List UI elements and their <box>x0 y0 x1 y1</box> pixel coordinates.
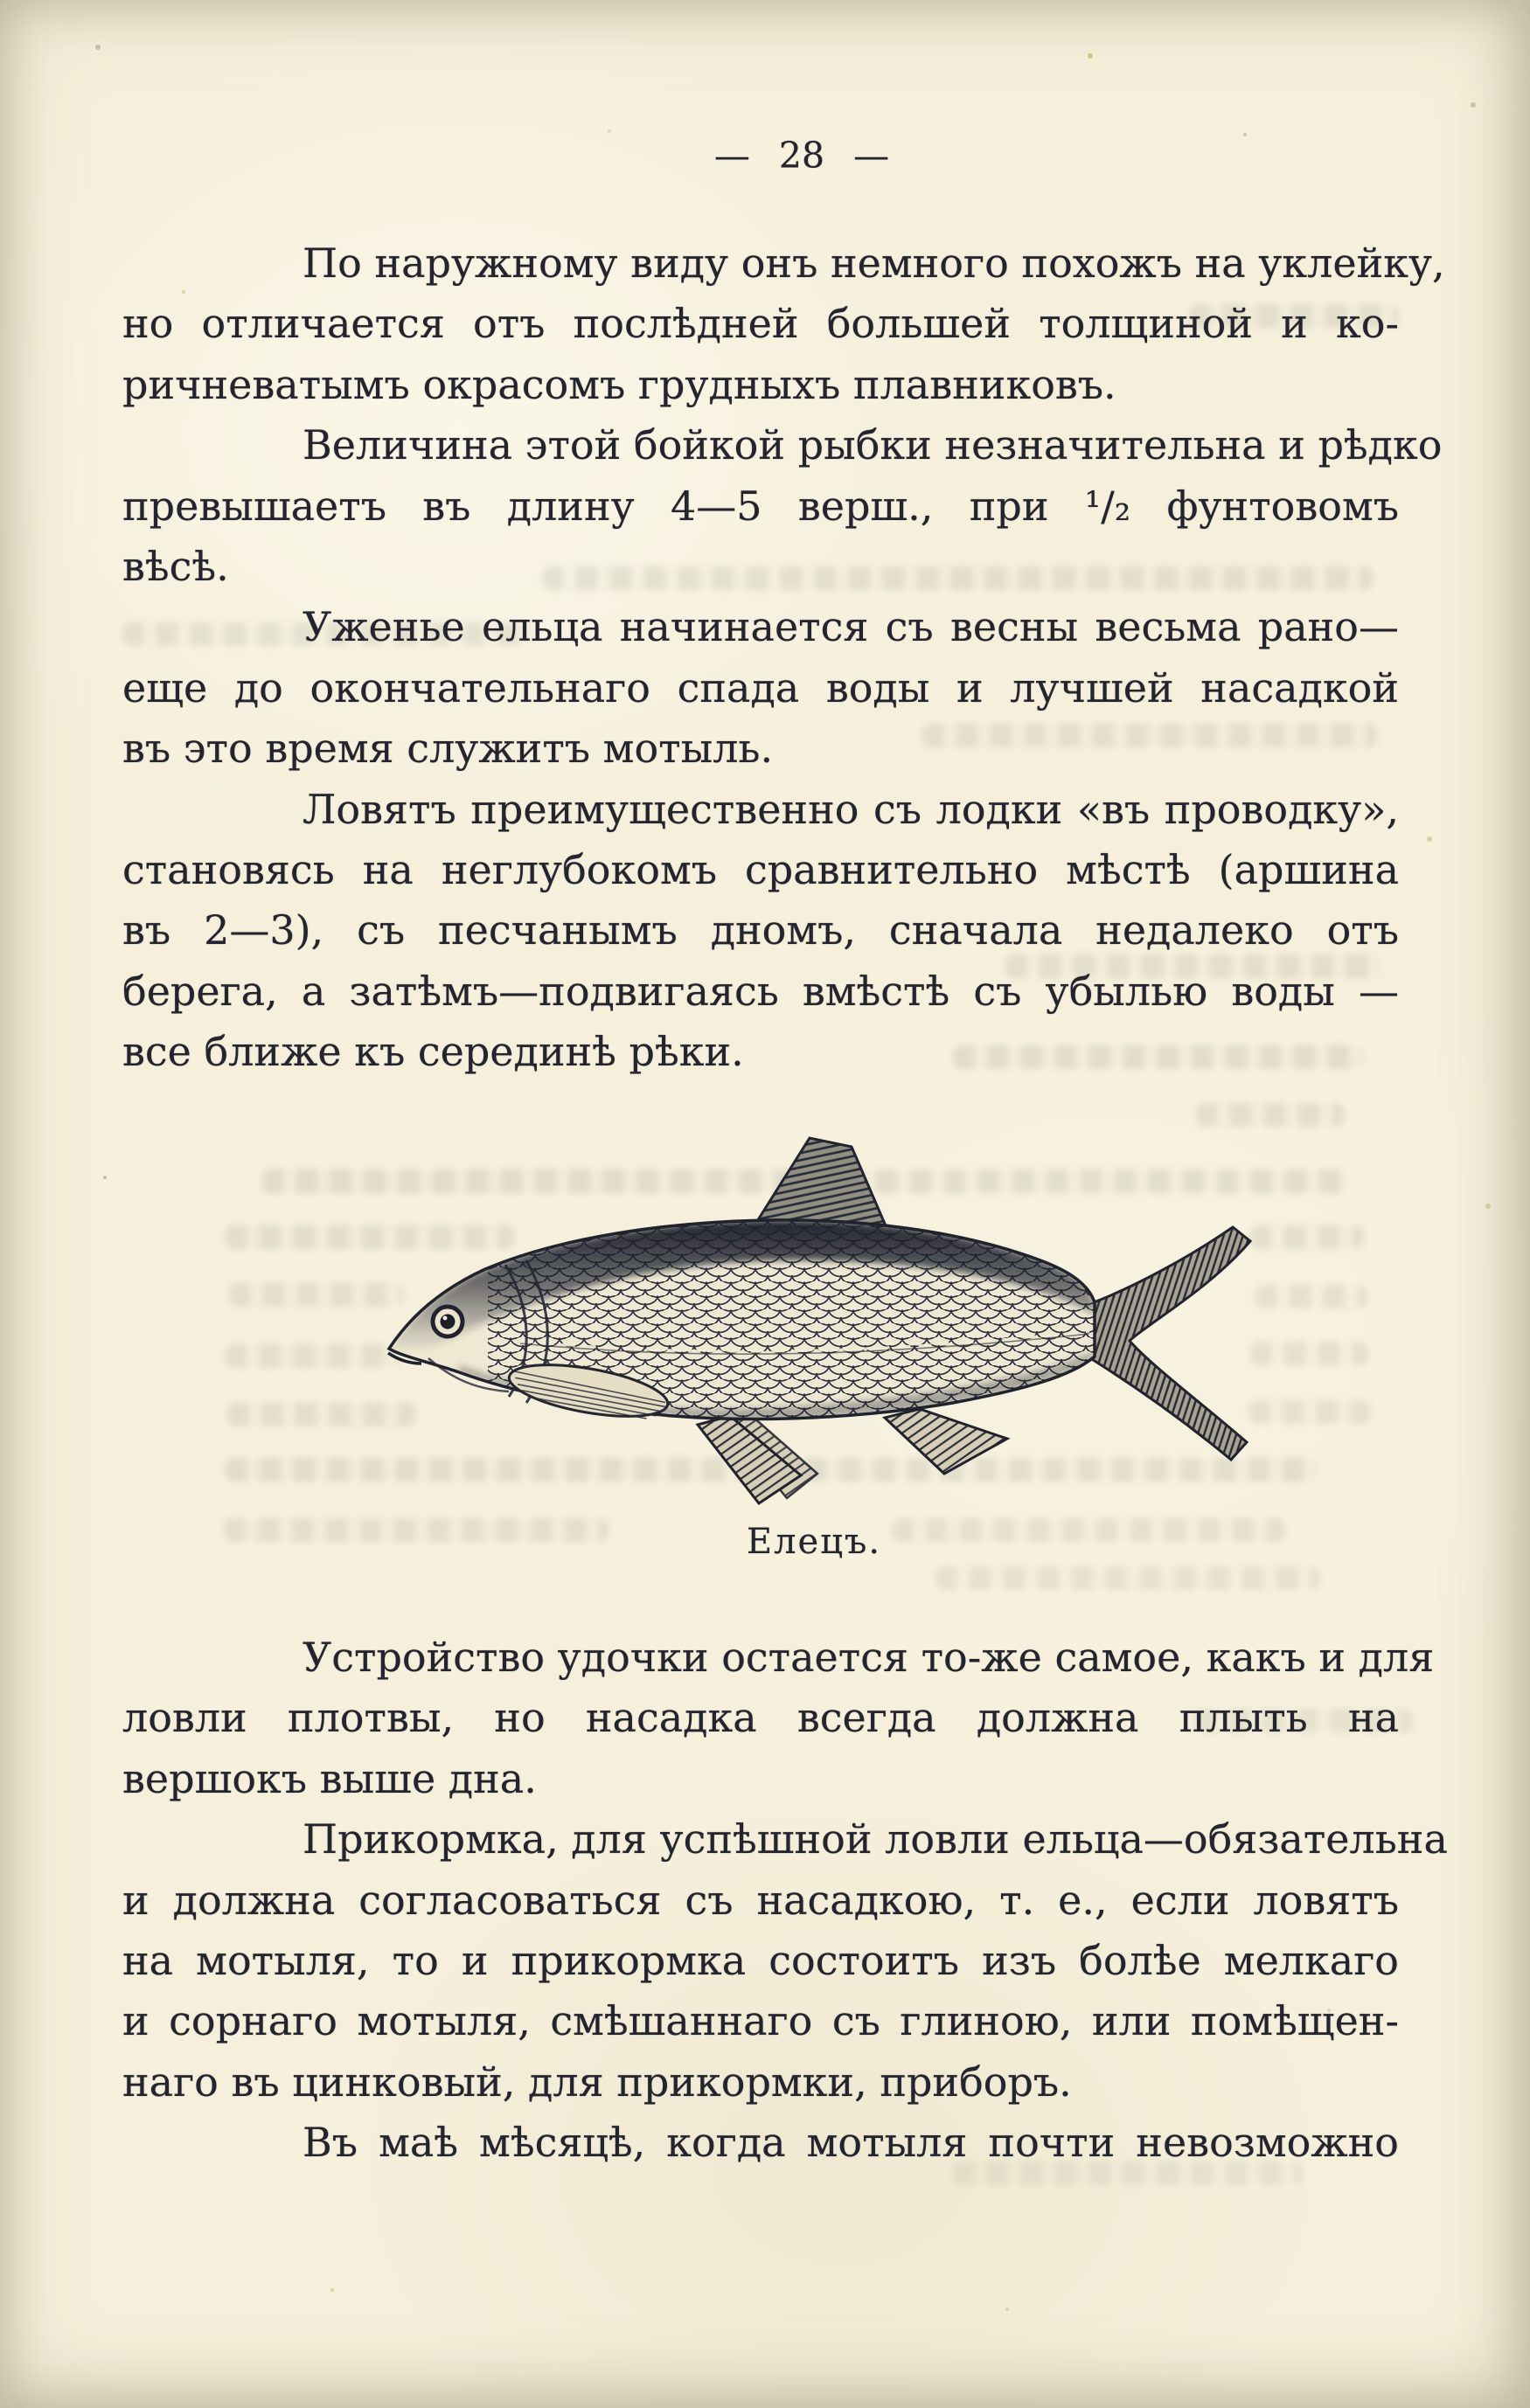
text-line: и должна согласоваться съ насадкою, т. е., если ловятъ <box>122 1876 1399 1924</box>
text-line: Величина этой бойкой рыбки незначительна и рѣдко <box>303 421 1443 469</box>
bleed-through-mark <box>1196 1103 1345 1127</box>
text-line: все ближе къ серединѣ рѣки. <box>122 1028 744 1076</box>
text-block-lower <box>122 1627 1448 2174</box>
text-line: на мотыля, то и прикормка состоитъ изъ болѣе мелкаго <box>122 1936 1399 1984</box>
caudal-fin <box>1088 1227 1250 1460</box>
text-line: Уженье ельца начинается съ весны весьма рано— <box>303 603 1399 651</box>
anal-fin <box>885 1409 1007 1474</box>
text-line: Ловятъ преимущественно съ лодки «въ проводку», <box>303 785 1399 833</box>
bleed-through-mark <box>224 1518 609 1542</box>
text-line: вѣсѣ. <box>122 542 229 590</box>
text-line: но отличается отъ послѣдней большей толщиной и ко- <box>122 300 1399 348</box>
text-line: Устройство удочки остается то-же самое, какъ и для <box>303 1634 1435 1681</box>
text-line: въ это время служитъ мотыль. <box>122 725 774 773</box>
text-line: По наружному виду онъ немного похожъ на уклейку, <box>303 239 1445 287</box>
pelvic-fin <box>698 1416 817 1503</box>
text-line: Прикормка, для успѣшной ловли ельца—обязательна <box>303 1815 1448 1863</box>
text-line: Въ маѣ мѣсяцѣ, когда мотыля почти невозможно <box>303 2119 1399 2167</box>
text-line: еще до окончательнаго спада воды и лучшей насадкой <box>122 663 1399 711</box>
text-line: ричневатымъ окрасомъ грудныхъ плавниковъ. <box>122 360 1116 408</box>
text-line: и сорнаго мотыля, смѣшаннаго съ глиною, или помѣщен- <box>122 1997 1399 2045</box>
bleed-through-mark <box>226 1344 400 1368</box>
fish-illustration <box>376 1128 1276 1521</box>
fish-figure <box>376 1128 1276 1521</box>
text-line: превышаетъ въ длину 4—5 верш., при ¹/₂ фунтовомъ <box>122 482 1399 530</box>
page-number: — 28 — <box>713 135 890 177</box>
paper-specks <box>0 0 3 3</box>
text-line: ловли плотвы, но насадка всегда должна плыть на <box>122 1694 1399 1742</box>
text-block-upper <box>122 233 1445 1082</box>
text-line: становясь на неглубокомъ сравнительно мѣстѣ (аршина <box>122 845 1399 893</box>
bleed-through-mark <box>935 1566 1320 1590</box>
text-line: берега, а затѣмъ—подвигаясь вмѣстѣ съ убылью воды — <box>122 967 1399 1015</box>
text-line: наго въ цинковый, для прикормки, приборъ. <box>122 2058 1072 2106</box>
text-line: въ 2—3), съ песчанымъ дномъ, сначала недалеко отъ <box>122 906 1399 954</box>
figure-caption: Елецъ. <box>746 1522 882 1562</box>
text-line: вершокъ выше дна. <box>122 1754 537 1802</box>
